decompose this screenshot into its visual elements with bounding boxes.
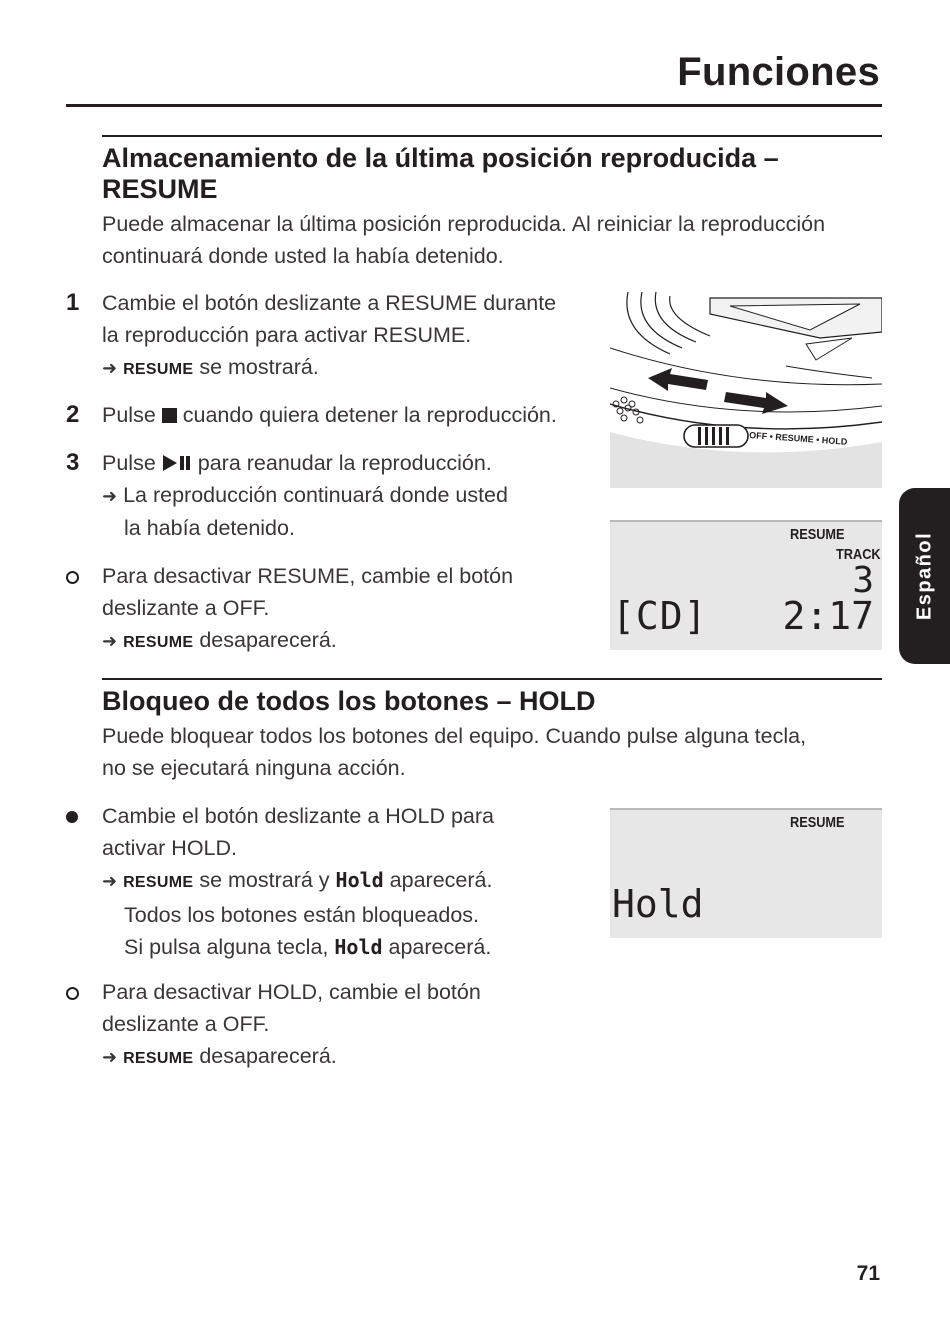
arrow-right-icon: ➜ <box>102 358 118 378</box>
arrow-right-icon: ➜ <box>102 871 118 891</box>
hold-activate-line1: Cambie el botón deslizante a HOLD para <box>102 804 494 828</box>
open-bullet-icon <box>66 571 79 584</box>
step-1-line2: la reproducción para activar RESUME. <box>102 323 472 347</box>
hold-activate-line2: activar HOLD. <box>102 836 238 860</box>
hold-heading: Bloqueo de todos los botones – HOLD <box>102 686 596 716</box>
open-bullet-icon <box>66 987 79 1000</box>
resume-indicator-word: RESUME <box>123 634 194 651</box>
lcd-resume-indicator: RESUME <box>790 526 845 543</box>
language-side-tab <box>899 488 950 664</box>
filled-bullet-icon <box>66 811 78 823</box>
hold-activate-result-end: aparecerá. <box>383 868 493 892</box>
step-1-result-text: se mostrará. <box>193 355 319 379</box>
hold-activate-line4: Todos los botones están bloqueados. <box>124 903 480 927</box>
stop-icon <box>162 408 177 423</box>
hold-deactivate-line2: deslizante a OFF. <box>102 1012 270 1036</box>
hold-intro-line1: Puede bloquear todos los botones del equipo. Cuando pulse alguna tecla, <box>102 724 807 748</box>
step-3-result-line1: La reproducción continuará donde usted <box>123 483 508 507</box>
section-divider <box>102 135 882 137</box>
arrow-right-icon: ➜ <box>102 1047 118 1067</box>
slider-position-label: OFF • RESUME • HOLD <box>748 430 848 447</box>
step-1-line1: Cambie el botón deslizante a RESUME durante <box>102 291 557 315</box>
resume-indicator-word: RESUME <box>123 874 194 891</box>
step-3-before: Pulse <box>102 451 162 475</box>
step-1-text <box>102 287 582 386</box>
page-number: 71 <box>856 1262 880 1285</box>
resume-intro <box>102 208 892 272</box>
hold-activate-line5-start: Si pulsa alguna tecla, <box>124 935 335 959</box>
step-3-result-line2: la había detenido. <box>124 516 295 540</box>
arrow-right-icon: ➜ <box>102 631 118 651</box>
step-number: 3 <box>66 449 80 476</box>
resume-heading-line1: Almacenamiento de la última posición reproducida – <box>102 143 779 173</box>
resume-intro-line2: continuará donde usted la había detenido. <box>102 244 504 268</box>
lcd-display-hold <box>610 808 882 938</box>
step-2-before: Pulse <box>102 403 162 427</box>
step-number: 2 <box>66 401 80 428</box>
resume-indicator-word: RESUME <box>123 1050 194 1067</box>
step-1-result <box>102 351 582 386</box>
hold-deactivate-text <box>102 976 582 1075</box>
lcd-hold-text: Hold <box>612 882 704 926</box>
resume-heading <box>102 143 892 205</box>
hold-activate-result-mid: se mostrará y <box>193 868 336 892</box>
hold-lcd-word: Hold <box>335 868 384 892</box>
slider-switch-illustration <box>610 292 882 488</box>
hold-lcd-word: Hold <box>334 935 383 959</box>
step-3-after: para reanudar la reproducción. <box>191 451 492 475</box>
resume-intro-line1: Puede almacenar la última posición reproducida. Al reiniciar la reproducción <box>102 212 826 236</box>
resume-deactivate-text <box>102 560 582 659</box>
language-tab-label: Español <box>913 531 935 621</box>
lcd-track-number: 3 <box>852 560 874 601</box>
step-2-text <box>102 399 592 431</box>
hold-activate-text <box>102 800 592 963</box>
hold-deactivate-result: desaparecerá. <box>193 1044 337 1068</box>
hold-deactivate-line1: Para desactivar HOLD, cambie el botón <box>102 980 481 1004</box>
step-number: 1 <box>66 289 80 316</box>
resume-indicator-word: RESUME <box>123 361 194 378</box>
lcd-source: [CD] <box>612 594 708 638</box>
hold-intro-line2: no se ejecutará ninguna acción. <box>102 756 406 780</box>
hold-activate-line5-end: aparecerá. <box>382 935 492 959</box>
play-pause-icon <box>162 455 192 471</box>
header-rule <box>66 104 882 107</box>
step-3-text <box>102 447 582 544</box>
lcd-track-label: TRACK <box>836 546 881 563</box>
lcd-display-resume <box>610 520 882 650</box>
lcd-time: 2:17 <box>782 594 874 638</box>
step-2-after: cuando quiera detener la reproducción. <box>176 403 557 427</box>
resume-deactivate-line1: Para desactivar RESUME, cambie el botón <box>102 564 514 588</box>
arrow-right-icon: ➜ <box>102 486 118 506</box>
resume-deactivate-line2: deslizante a OFF. <box>102 596 270 620</box>
lcd-resume-indicator: RESUME <box>790 814 845 831</box>
hold-intro <box>102 720 892 784</box>
resume-deactivate-result: desaparecerá. <box>193 628 337 652</box>
resume-heading-line2: RESUME <box>102 174 218 204</box>
section-divider <box>102 678 882 680</box>
page-title: Funciones <box>677 50 880 94</box>
